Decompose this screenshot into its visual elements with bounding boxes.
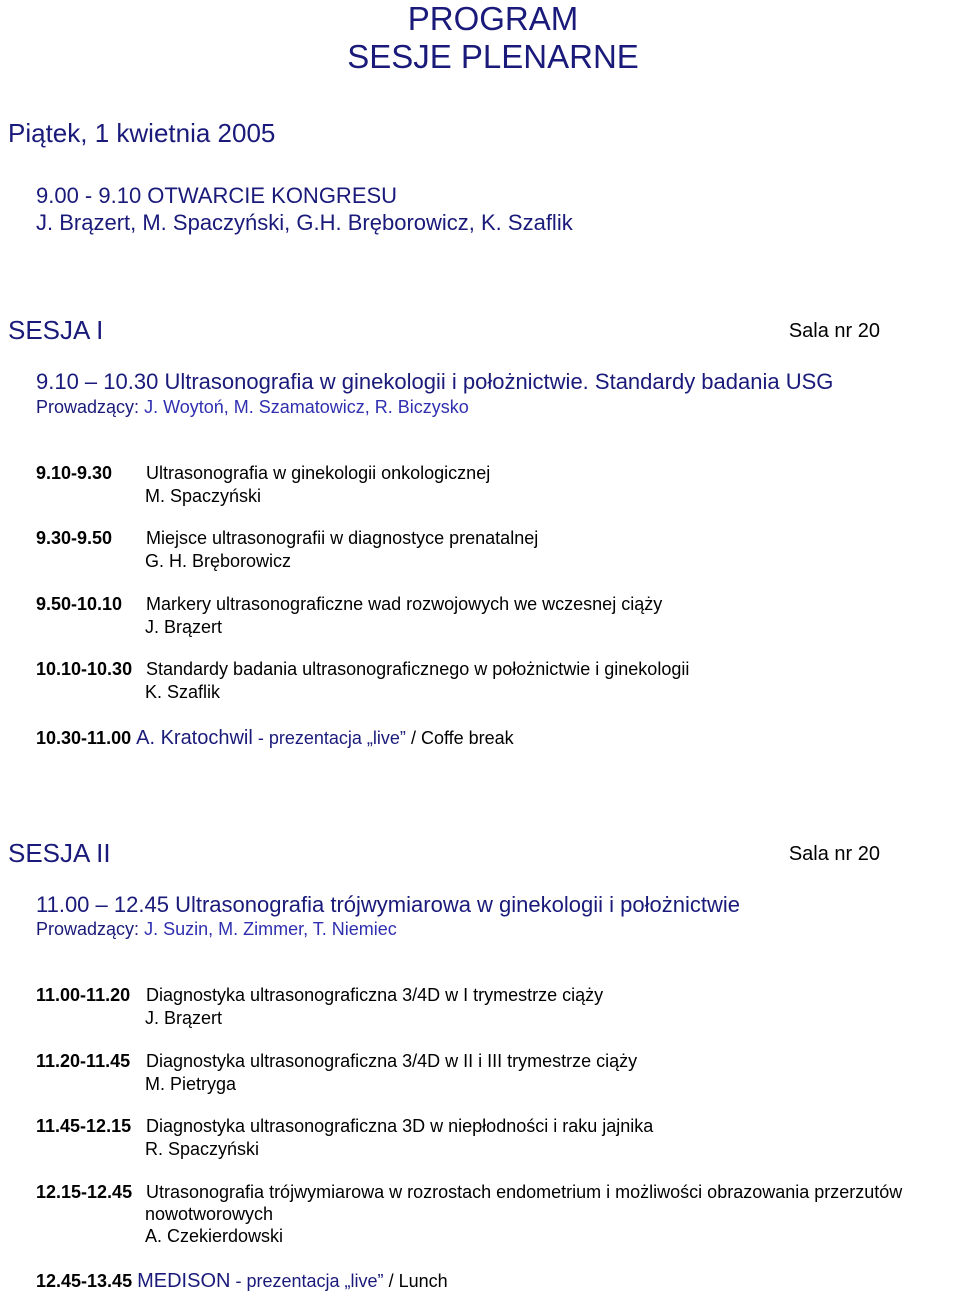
session1-room: Sala nr 20 bbox=[788, 320, 880, 342]
talk-time: 9.10-9.30 bbox=[36, 463, 113, 483]
break-separator: - bbox=[257, 728, 264, 748]
break-rest: / Lunch bbox=[388, 1271, 448, 1291]
session2-break bbox=[36, 1270, 448, 1293]
break-presentation: prezentacja „live” bbox=[268, 728, 406, 748]
session2-label: SESJA II bbox=[8, 838, 111, 868]
session2-room: Sala nr 20 bbox=[788, 843, 880, 865]
break-rest: / Coffe break bbox=[410, 728, 514, 748]
talk-speaker: M. Spaczyński bbox=[145, 486, 262, 506]
opening-heading: 9.00 - 9.10 OTWARCIE KONGRESU bbox=[36, 183, 398, 208]
session2-time: 11.00 – 12.45 bbox=[36, 892, 169, 917]
talk-speaker: G. H. Bręborowicz bbox=[145, 551, 292, 571]
talk-time: 11.45-12.15 bbox=[36, 1116, 132, 1136]
session2-talk bbox=[36, 985, 603, 1006]
break-separator: - bbox=[235, 1271, 242, 1291]
talk-title: Standardy badania ultrasonograficznego w położnictwie i ginekologii bbox=[146, 659, 690, 679]
session1-chairs-line bbox=[36, 397, 469, 418]
session1-talk bbox=[36, 659, 689, 680]
session2-topic: Ultrasonografia trójwymiarowa w ginekologii i położnictwie bbox=[175, 892, 740, 917]
talk-time: 11.20-11.45 bbox=[36, 1051, 131, 1071]
session2-heading bbox=[36, 892, 740, 918]
talk-speaker: J. Brązert bbox=[145, 1008, 223, 1028]
session1-heading bbox=[36, 369, 833, 395]
program-date: Piątek, 1 kwietnia 2005 bbox=[8, 118, 276, 148]
session2-chairs-label: Prowadzący: bbox=[36, 919, 140, 939]
talk-speaker: A. Czekierdowski bbox=[145, 1226, 284, 1246]
session2-talk bbox=[36, 1051, 637, 1072]
talk-time: 10.10-10.30 bbox=[36, 659, 133, 679]
page-title-program: PROGRAM bbox=[407, 0, 579, 37]
talk-title: Diagnostyka ultrasonograficzna 3/4D w I trymestrze ciąży bbox=[146, 985, 604, 1005]
session1-label: SESJA I bbox=[8, 315, 104, 345]
opening-names: J. Brązert, M. Spaczyński, G.H. Bręborowicz, K. Szaflik bbox=[36, 210, 573, 235]
break-company: MEDISON bbox=[137, 1270, 231, 1292]
session1-talk bbox=[36, 463, 490, 484]
session1-chairs-label: Prowadzący: bbox=[36, 397, 140, 417]
talk-time: 9.50-10.10 bbox=[36, 594, 123, 614]
talk-speaker: R. Spaczyński bbox=[145, 1139, 260, 1159]
talk-time: 11.00-11.20 bbox=[36, 985, 131, 1005]
talk-title: Utrasonografia trójwymiarowa w rozrostach endometrium i możliwości obrazowania przerzutów bbox=[146, 1182, 903, 1202]
session2-chairs-line bbox=[36, 919, 397, 940]
talk-title-continued: nowotworowych bbox=[145, 1204, 274, 1224]
talk-time: 9.30-9.50 bbox=[36, 528, 113, 548]
session1-talk bbox=[36, 594, 662, 615]
break-presentation: prezentacja „live” bbox=[246, 1271, 384, 1291]
break-time: 12.45-13.45 bbox=[36, 1271, 133, 1291]
session1-topic: Ultrasonografia w ginekologii i położnictwie. Standardy badania USG bbox=[164, 369, 834, 394]
talk-title: Markery ultrasonograficzne wad rozwojowych we wczesnej ciąży bbox=[146, 594, 663, 614]
talk-speaker: K. Szaflik bbox=[145, 682, 221, 702]
session1-talk bbox=[36, 528, 538, 549]
talk-title: Miejsce ultrasonografii w diagnostyce prenatalnej bbox=[146, 528, 539, 548]
talk-title: Ultrasonografia w ginekologii onkologicznej bbox=[146, 463, 491, 483]
talk-speaker: J. Brązert bbox=[145, 617, 223, 637]
page-title-sessions: SESJE PLENARNE bbox=[347, 38, 639, 75]
session2-chairs: J. Suzin, M. Zimmer, T. Niemiec bbox=[144, 919, 397, 939]
session1-time: 9.10 – 10.30 bbox=[36, 369, 159, 394]
talk-speaker: M. Pietryga bbox=[145, 1074, 237, 1094]
break-company: A. Kratochwil bbox=[136, 727, 253, 749]
session2-talk bbox=[36, 1116, 653, 1137]
session2-talk bbox=[36, 1182, 902, 1203]
session1-chairs: J. Woytoń, M. Szamatowicz, R. Biczysko bbox=[144, 397, 469, 417]
talk-time: 12.15-12.45 bbox=[36, 1182, 133, 1202]
break-time: 10.30-11.00 bbox=[36, 728, 132, 748]
talk-title: Diagnostyka ultrasonograficzna 3/4D w II i III trymestrze ciąży bbox=[146, 1051, 638, 1071]
session1-break bbox=[36, 727, 514, 750]
talk-title: Diagnostyka ultrasonograficzna 3D w niepłodności i raku jajnika bbox=[146, 1116, 654, 1136]
